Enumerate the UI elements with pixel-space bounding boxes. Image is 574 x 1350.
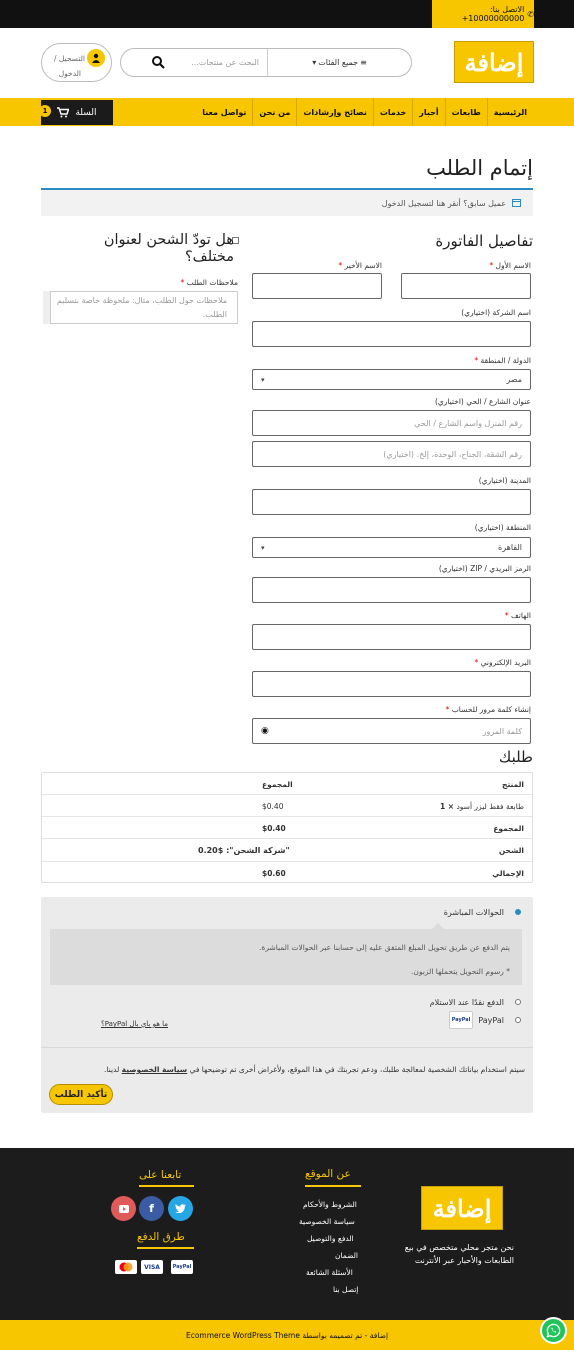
password-field[interactable] (252, 718, 531, 744)
nav-item-about[interactable]: من نحن (252, 98, 296, 126)
street-placeholder-2: رقم الشقة، الجناح، الوحدة، إلخ. (اختياري) (383, 449, 522, 459)
order-notes-label: ملاحظات الطلب * (180, 278, 238, 287)
footer-site-title: عن الموقع (305, 1168, 351, 1180)
street-placeholder-1: رقم المنزل واسم الشارع / الحي (414, 418, 522, 428)
footer-about: نحن متجر محلي متخصص في بيع الطابعات والأحبار عبر الأنترنت (404, 1243, 514, 1265)
cart-button[interactable] (41, 100, 113, 125)
footer-pay-title: طرق الدفع (137, 1231, 185, 1243)
cart-label: السلة (75, 107, 97, 118)
facebook-icon[interactable]: f (139, 1196, 164, 1221)
street-field-2[interactable] (252, 441, 531, 467)
zip-label: الرمز البريدي / ZIP (اختياري) (438, 564, 531, 573)
payment-cod-label[interactable]: الدفع نقدًا عند الاستلام (429, 998, 504, 1007)
twitter-icon[interactable] (168, 1196, 193, 1221)
nav-item-printers[interactable]: طابعات (445, 98, 487, 126)
returning-customer-notice[interactable] (41, 190, 533, 216)
nav-item-inks[interactable]: أحبار (412, 98, 444, 126)
payment-divider (41, 1047, 533, 1048)
order-review-table (41, 772, 533, 883)
phone-field[interactable] (252, 624, 531, 650)
cart-icon (57, 107, 69, 118)
login-label-2: الدخول (58, 69, 81, 78)
nav-item-services[interactable]: خدمات (373, 98, 412, 126)
user-icon (87, 49, 105, 67)
eye-icon[interactable]: ◉ (261, 726, 269, 736)
payment-paypal-label[interactable]: PayPal (478, 1016, 504, 1025)
email-label: البريد الإلكتروني * (474, 658, 531, 667)
region-label: المنطقة (اختياري) (474, 523, 531, 532)
region-value: القاهرة (498, 543, 522, 552)
site-logo[interactable] (454, 41, 534, 83)
table-row (42, 862, 532, 884)
page-title: إتمام الطلب (426, 156, 533, 180)
first-name-label: الاسم الأول * (489, 261, 531, 270)
nav-item-tips[interactable]: نصائح وإرشادات (296, 98, 373, 126)
phone-label: الهاتف * (504, 611, 531, 620)
visa-card-icon: VISA (141, 1260, 163, 1274)
grand-total-value: $0.60 (262, 868, 286, 878)
footer-link-shipping[interactable]: الدفع والتوصيل (307, 1234, 354, 1243)
phone-icon: ✆ (527, 9, 534, 19)
city-field[interactable] (252, 489, 531, 515)
footer-follow-title: تابعنا على (139, 1169, 182, 1181)
shipping-label: الشحن (498, 845, 524, 855)
login-register-button[interactable] (41, 43, 112, 82)
category-select-label: جميع الفئات (318, 58, 359, 67)
country-select[interactable] (252, 369, 531, 390)
email-field[interactable] (252, 671, 531, 697)
subtotal-label: المجموع (493, 823, 524, 833)
first-name-field[interactable] (401, 273, 531, 299)
search-bar (120, 48, 412, 77)
grand-total-label: الإجمالي (492, 868, 524, 878)
order-notes-placeholder: ملاحظات حول الطلب، مثال: ملحوظة خاصة بتسليم الطلب. (56, 296, 227, 319)
footer-logo[interactable] (421, 1186, 503, 1230)
window-icon (512, 199, 521, 207)
country-value: مصر (506, 375, 522, 384)
footer-logo-text: إضافة (432, 1193, 492, 1223)
table-row (42, 839, 532, 862)
returning-customer-link[interactable]: عميل سابق؟ أنقر هنا لتسجيل الدخول (381, 198, 506, 208)
payment-radio-cod[interactable] (515, 999, 521, 1005)
footer (0, 1148, 574, 1320)
street-field-1[interactable] (252, 410, 531, 436)
youtube-icon[interactable] (111, 1196, 136, 1221)
item-name: طابعة فقط ليزر أسود × 1 (439, 801, 524, 811)
street-label: عنوان الشارع / الحي (اختياري) (434, 397, 531, 406)
subtotal-value: $0.40 (262, 823, 286, 833)
paypal-logo-icon: PayPal (449, 1011, 473, 1029)
privacy-policy-link[interactable]: سياسة الخصوصية (121, 1065, 188, 1074)
footer-pay-underline (137, 1247, 194, 1249)
table-row (42, 817, 532, 839)
order-notes-textarea[interactable] (43, 291, 238, 324)
paypal-card-icon: PayPal (171, 1260, 193, 1274)
payment-radio-paypal[interactable] (515, 1017, 521, 1023)
cart-count-badge: 1 (39, 105, 51, 117)
place-order-button[interactable]: تأكيد الطلب (49, 1084, 113, 1105)
city-label: المدينة (اختياري) (478, 476, 531, 485)
category-select[interactable] (267, 49, 411, 76)
privacy-notice: سيتم استخدام بياناتك الشخصية لمعالجة طلبك، ودعم تجربتك في هذا الموقع، ولأغراض أخرى تم توضيحها في سياسة الخصوصية لدينا. (104, 1065, 525, 1074)
footer-link-contact[interactable]: إتصل بنا (333, 1285, 359, 1294)
contact-phone-text: الاتصل بنا: 10000000000+ (461, 5, 525, 23)
col-product-header: المنتج (502, 779, 524, 789)
contact-phone[interactable] (432, 0, 534, 28)
company-label: اسم الشركة (اختياري) (461, 308, 531, 317)
footer-link-warranty[interactable]: الضمان (335, 1251, 359, 1260)
last-name-field[interactable] (252, 273, 382, 299)
chevron-down-icon: ▾ (312, 58, 317, 67)
site-logo-text: إضافة (464, 47, 524, 77)
password-label: إنشاء كلمة مرور للحساب * (445, 705, 531, 714)
footer-site-underline (305, 1185, 361, 1187)
paypal-what-link[interactable]: ما هو باي بال PayPal؟ (101, 1020, 169, 1028)
chevron-down-icon: ▾ (261, 375, 265, 384)
payment-bacs-description (50, 929, 522, 985)
payment-bacs-desc-2: * رسوم التحويل يتحملها الزبون. (411, 967, 510, 976)
last-name-label: الاسم الأخير * (338, 261, 382, 270)
table-row (42, 773, 532, 795)
payment-radio-bacs[interactable] (515, 909, 521, 915)
chevron-down-icon: ▾ (261, 543, 265, 552)
search-placeholder: البحث عن منتجات... (191, 58, 259, 67)
mastercard-icon (115, 1260, 137, 1274)
whatsapp-icon[interactable] (540, 1317, 567, 1344)
bottom-credit-bar (0, 1320, 574, 1350)
country-label: الدولة / المنطقة * (474, 356, 531, 365)
zip-field[interactable] (252, 577, 531, 603)
textarea-scrollbar[interactable] (43, 291, 51, 324)
nav-item-contact[interactable]: تواصل معنا (202, 107, 247, 117)
company-field[interactable] (252, 321, 531, 347)
payment-bacs-desc-1: يتم الدفع عن طريق تحويل المبلغ المتفق عليه إلى حسابنا عبر الحوالات المباشرة. (259, 943, 510, 952)
col-total-header: المجموع (262, 779, 293, 789)
billing-title: تفاصيل الفاتورة (435, 232, 533, 250)
footer-link-faq[interactable]: الأسئلة الشائعة (306, 1268, 353, 1277)
login-label: التسجيل / (53, 54, 85, 63)
search-icon (151, 55, 165, 69)
shipping-value: "شركة الشحن": $0.20 (198, 845, 290, 855)
password-placeholder: كلمة المرور (482, 726, 522, 736)
credit-text: إضافة - تم تصميمه بواسطة Ecommerce WordPress Theme (185, 1330, 389, 1340)
payment-bacs-label[interactable]: الحوالات المباشرة (443, 908, 504, 917)
footer-link-terms[interactable]: الشروط والأحكام (303, 1200, 357, 1209)
item-total: $0.40 (262, 801, 284, 811)
order-title: طلبك (498, 748, 533, 766)
nav-item-home[interactable]: الرئيسية (487, 98, 533, 126)
search-button[interactable] (149, 55, 165, 71)
footer-follow-underline (139, 1185, 194, 1187)
footer-link-privacy[interactable]: سياسة الخصوصية (299, 1217, 355, 1226)
region-select[interactable] (252, 537, 531, 558)
menu-icon: ≡ (360, 58, 367, 67)
ship-different-label: هل تودّ الشحن لعنوان مختلف؟ (103, 232, 234, 265)
table-row (42, 795, 532, 817)
